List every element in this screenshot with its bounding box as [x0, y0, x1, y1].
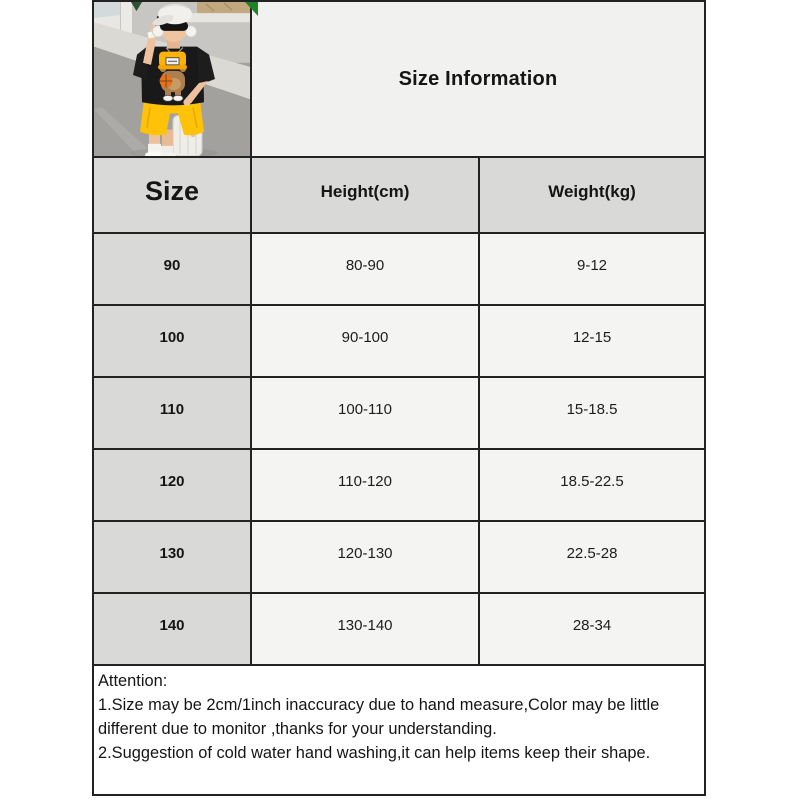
weight-cell: 15-18.5 [480, 378, 704, 448]
page-title: Size Information [398, 67, 558, 90]
weight-cell: 9-12 [480, 234, 704, 304]
weight-cell: 22.5-28 [480, 522, 704, 592]
column-header-height: Height(cm) [252, 158, 480, 232]
weight-cell: 12-15 [480, 306, 704, 376]
height-cell: 90-100 [252, 306, 480, 376]
height-cell: 100-110 [252, 378, 480, 448]
table-header-row [94, 158, 704, 234]
attention-line-1: 1.Size may be 2cm/1inch inaccuracy due to hand measure,Color may be little [98, 696, 660, 714]
size-information-header [252, 2, 704, 156]
height-cell: 120-130 [252, 522, 480, 592]
size-cell: 90 [94, 234, 252, 304]
weight-cell: 18.5-22.5 [480, 450, 704, 520]
height-cell: 110-120 [252, 450, 480, 520]
attention-note [94, 666, 704, 794]
child-model-illustration [94, 2, 250, 156]
weight-cell: 28-34 [480, 594, 704, 664]
table-row [94, 378, 704, 450]
table-row [94, 306, 704, 378]
column-header-size: Size [94, 158, 252, 232]
size-cell: 120 [94, 450, 252, 520]
size-cell: 100 [94, 306, 252, 376]
product-photo [94, 2, 252, 156]
size-cell: 130 [94, 522, 252, 592]
attention-line-2: different due to monitor ,thanks for your understanding. [98, 720, 497, 738]
size-cell: 110 [94, 378, 252, 448]
height-cell: 80-90 [252, 234, 480, 304]
table-row [94, 594, 704, 666]
table-row [94, 450, 704, 522]
attention-line-3: 2.Suggestion of cold water hand washing,it can help items keep their shape. [98, 744, 651, 762]
height-cell: 130-140 [252, 594, 480, 664]
table-row [94, 234, 704, 306]
top-row [94, 2, 704, 158]
size-cell: 140 [94, 594, 252, 664]
size-chart-panel [92, 0, 706, 796]
table-row [94, 522, 704, 594]
attention-title: Attention: [98, 672, 168, 690]
column-header-weight: Weight(kg) [480, 158, 704, 232]
